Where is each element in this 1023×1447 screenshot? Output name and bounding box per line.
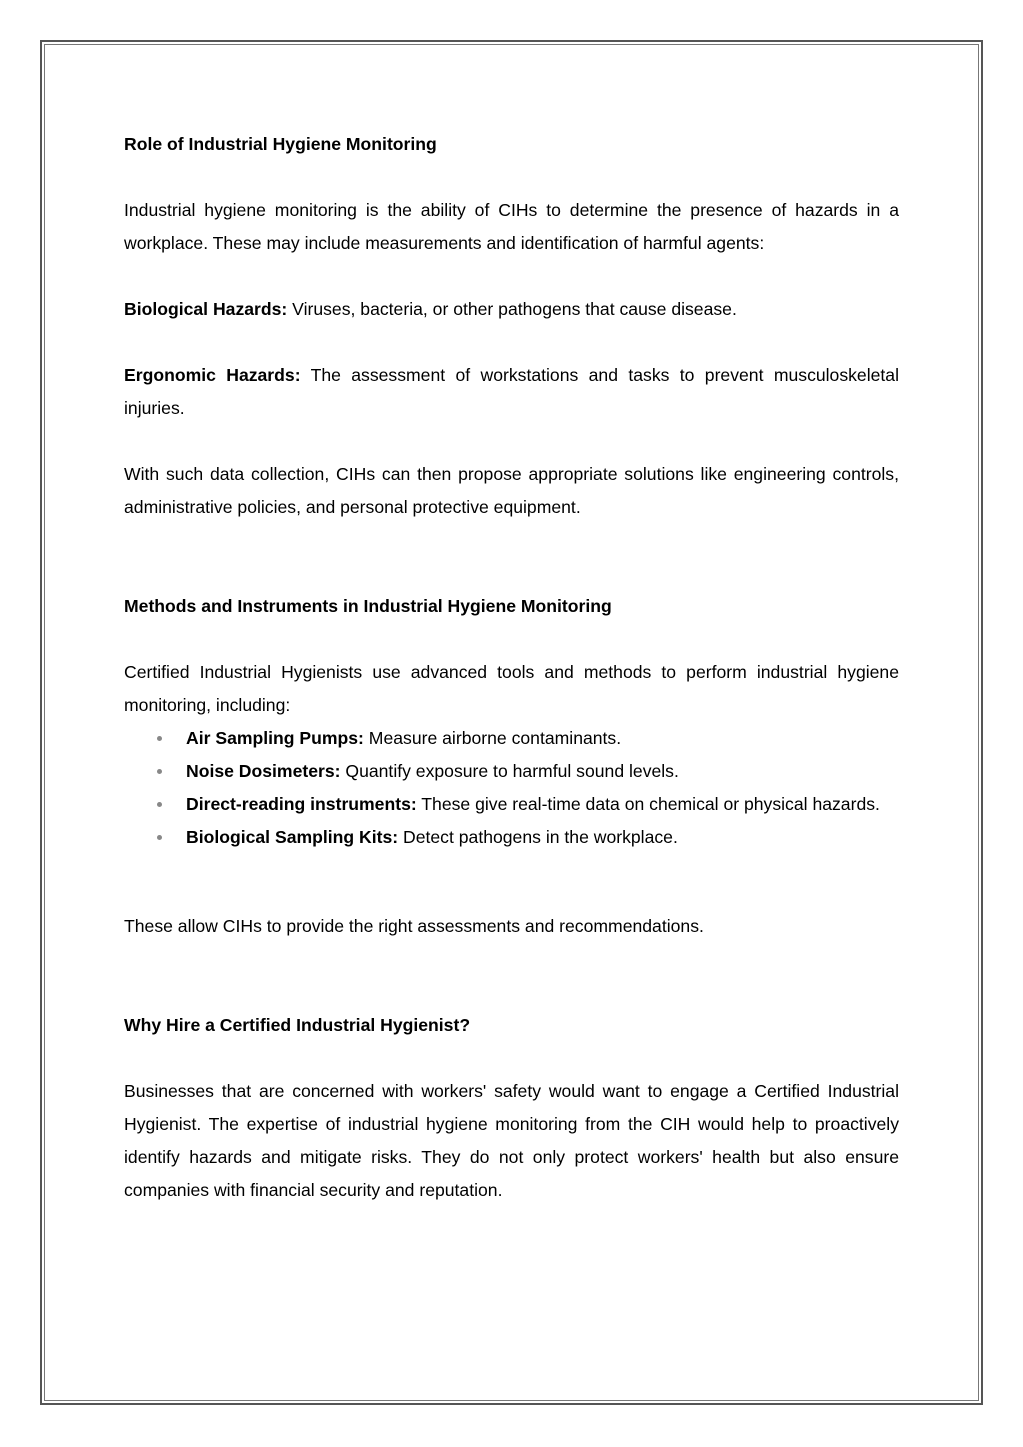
list-item [124, 821, 899, 854]
ergonomic-hazards-paragraph [124, 359, 899, 425]
list-item-label: Biological Sampling Kits: [186, 827, 399, 847]
methods-intro-text: Certified Industrial Hygienists use advanced tools and methods to perform industrial hygiene monitoring, including: [124, 662, 899, 715]
section-heading-role: Role of Industrial Hygiene Monitoring [124, 134, 437, 154]
list-item [124, 722, 899, 755]
ergonomic-hazards-label: Ergonomic Hazards: [124, 365, 301, 385]
instruments-list [124, 722, 899, 854]
role-closing-paragraph [124, 458, 899, 524]
section-heading-methods: Methods and Instruments in Industrial Hygiene Monitoring [124, 596, 612, 616]
bullet-icon [157, 769, 162, 774]
bullet-icon [157, 736, 162, 741]
role-closing-text: With such data collection, CIHs can then propose appropriate solutions like engineering controls, administrative policies, and personal protective equipment. [124, 464, 899, 517]
list-item [124, 755, 899, 788]
bullet-icon [157, 835, 162, 840]
methods-closing-paragraph [124, 910, 899, 943]
role-intro-text: Industrial hygiene monitoring is the ability of CIHs to determine the presence of hazards in a workplace. These may include measurements and identification of harmful agents: [124, 200, 899, 253]
methods-closing-text: These allow CIHs to provide the right assessments and recommendations. [124, 916, 704, 936]
list-item-text: Quantify exposure to harmful sound levels. [340, 761, 679, 781]
biological-hazards-label: Biological Hazards: [124, 299, 288, 319]
ergonomic-hazards-text: The assessment of workstations and tasks to prevent musculoskeletal injuries. [124, 365, 899, 418]
list-item-text: These give real-time data on chemical or physical hazards. [416, 794, 880, 814]
why-hire-paragraph [124, 1075, 899, 1207]
why-hire-text: Businesses that are concerned with workers' safety would want to engage a Certified Industrial Hygienist. The expertise of industrial hygiene monitoring from the CIH would help to proactively identify hazards and mitigate risks. They do not only protect workers' health but also ensure companies with financial security and reputation. [124, 1081, 899, 1200]
list-item-text: Detect pathogens in the workplace. [398, 827, 678, 847]
list-item-text: Measure airborne contaminants. [363, 728, 622, 748]
bullet-icon [157, 802, 162, 807]
list-item-label: Air Sampling Pumps: [186, 728, 364, 748]
biological-hazards-text: Viruses, bacteria, or other pathogens that cause disease. [287, 299, 737, 319]
biological-hazards-paragraph [124, 293, 899, 326]
list-item-label: Direct-reading instruments: [186, 794, 417, 814]
role-intro-paragraph [124, 194, 899, 260]
list-item-label: Noise Dosimeters: [186, 761, 341, 781]
methods-intro-paragraph [124, 656, 899, 722]
section-heading-why-hire: Why Hire a Certified Industrial Hygienist? [124, 1015, 471, 1035]
list-item [124, 788, 899, 821]
document-body [124, 128, 899, 1207]
